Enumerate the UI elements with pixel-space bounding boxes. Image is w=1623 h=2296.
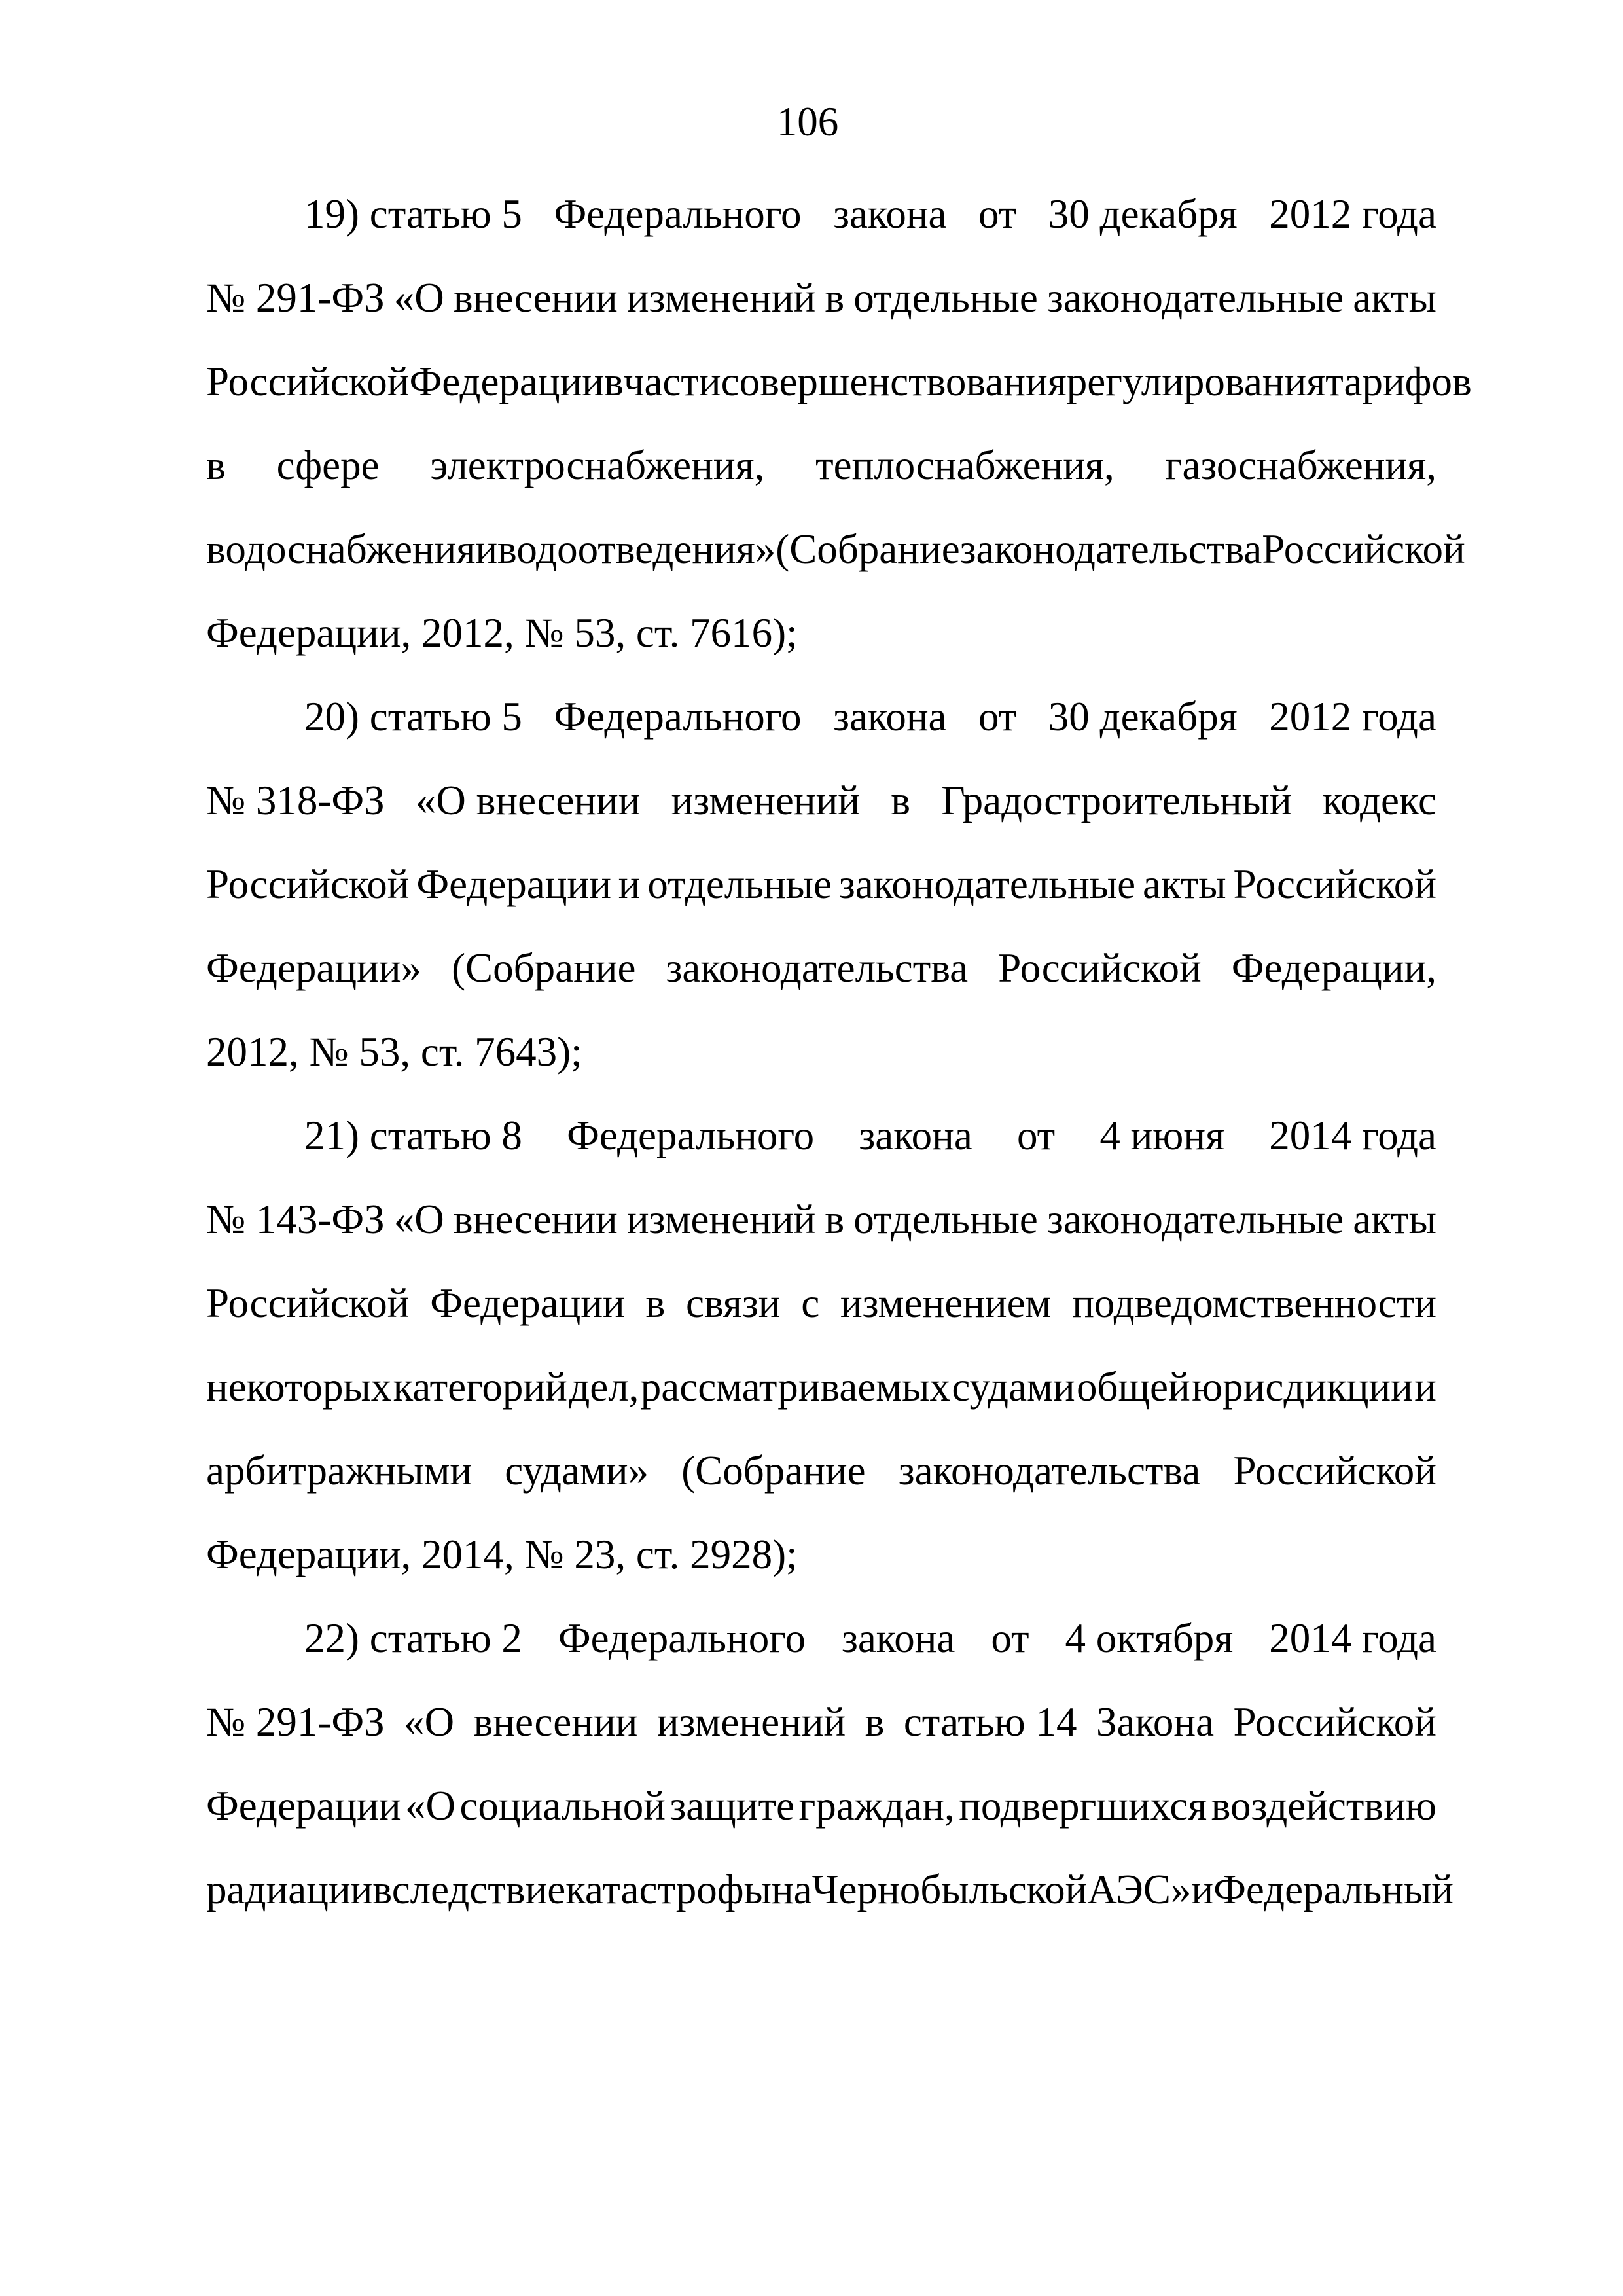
word-group: Федерации, bbox=[1231, 945, 1436, 991]
word-group: теплоснабжения, bbox=[815, 442, 1115, 488]
word-group: 2014 года bbox=[1269, 1615, 1436, 1661]
word-group: социальной bbox=[459, 1783, 666, 1829]
word-group: 19) статью 5 bbox=[304, 191, 522, 237]
word-group: от bbox=[991, 1615, 1029, 1661]
word-group: внесении bbox=[453, 275, 618, 321]
word-group: Градостроительный bbox=[941, 778, 1292, 823]
text-line: Федерации, 2014, № 23, ст. 2928); bbox=[206, 1532, 798, 1577]
text-line bbox=[206, 1094, 1436, 1177]
word-group: арбитражными bbox=[206, 1448, 473, 1494]
word-group: «О bbox=[404, 1699, 455, 1745]
word-group: воздействию bbox=[1211, 1783, 1436, 1829]
word-group: дел, bbox=[569, 1364, 639, 1410]
word-group: акты bbox=[1353, 275, 1436, 321]
word-group: закона bbox=[833, 694, 947, 740]
word-group: (Собрание bbox=[452, 945, 636, 991]
word-group: в bbox=[206, 442, 226, 488]
text-line bbox=[206, 1848, 1454, 1931]
word-group: в bbox=[865, 1699, 885, 1745]
word-group: законодательства bbox=[959, 526, 1262, 572]
word-group: Федерального bbox=[554, 191, 802, 237]
page-number: 106 bbox=[776, 99, 839, 145]
word-group: вследствие bbox=[372, 1867, 566, 1912]
word-group: № 291-ФЗ bbox=[206, 275, 385, 321]
word-group: Федерации bbox=[430, 1280, 625, 1326]
word-group: (Собрание bbox=[681, 1448, 866, 1494]
word-group: внесении bbox=[453, 1196, 618, 1242]
word-group: Федеральный bbox=[1213, 1867, 1454, 1912]
word-group: 22) статью 2 bbox=[304, 1615, 522, 1661]
word-group: Федерации bbox=[206, 1783, 401, 1829]
word-group: категорий bbox=[393, 1364, 567, 1410]
word-group: № 318-ФЗ bbox=[206, 778, 385, 823]
word-group: судами bbox=[952, 1364, 1075, 1410]
paragraph-19 bbox=[206, 172, 1472, 675]
word-group: в bbox=[645, 1280, 666, 1326]
word-group: «О bbox=[393, 1196, 444, 1242]
word-group: тарифов bbox=[1325, 359, 1472, 404]
paragraph-22 bbox=[206, 1596, 1454, 1931]
word-group: 2014 года bbox=[1269, 1113, 1436, 1158]
word-group: с bbox=[801, 1280, 820, 1326]
text-line bbox=[206, 1345, 1436, 1429]
word-group: отдельные bbox=[853, 275, 1038, 321]
word-group: подведомственности bbox=[1072, 1280, 1436, 1326]
word-group: судами» bbox=[505, 1448, 649, 1494]
word-group: Федерального bbox=[554, 694, 802, 740]
word-group: катастрофы bbox=[565, 1867, 772, 1912]
word-group: электроснабжения, bbox=[430, 442, 765, 488]
word-group: на bbox=[771, 1867, 812, 1912]
word-group: законодательные bbox=[1046, 275, 1344, 321]
text-line bbox=[206, 340, 1472, 423]
word-group: акты bbox=[1353, 1196, 1436, 1242]
word-group: № 143-ФЗ bbox=[206, 1196, 385, 1242]
word-group: регулирования bbox=[1066, 359, 1326, 404]
word-group: Российской bbox=[206, 359, 410, 404]
word-group: закона bbox=[859, 1113, 972, 1158]
word-group: Федерального bbox=[558, 1615, 806, 1661]
word-group: Российской bbox=[1233, 1699, 1436, 1745]
word-group: Российской bbox=[1233, 861, 1436, 907]
word-group: совершенствования bbox=[721, 359, 1067, 404]
word-group: изменений bbox=[626, 275, 816, 321]
word-group: «О bbox=[404, 1783, 455, 1829]
word-group: «О внесении bbox=[415, 778, 641, 823]
word-group: изменений bbox=[671, 778, 861, 823]
word-group: в bbox=[825, 1196, 845, 1242]
word-group: Федерации» bbox=[206, 945, 422, 991]
word-group: 4 июня bbox=[1099, 1113, 1225, 1158]
word-group: рассматриваемых bbox=[640, 1364, 950, 1410]
word-group: в bbox=[604, 359, 624, 404]
text-line bbox=[206, 1764, 1436, 1848]
word-group: от bbox=[978, 694, 1017, 740]
text-line bbox=[206, 675, 1436, 759]
text-line: Федерации, 2012, № 53, ст. 7616); bbox=[206, 610, 798, 656]
word-group: 4 октября bbox=[1065, 1615, 1234, 1661]
word-group: Российской bbox=[998, 945, 1202, 991]
word-group: Российской bbox=[206, 1280, 410, 1326]
paragraph-21 bbox=[206, 1094, 1436, 1596]
text-line bbox=[206, 172, 1436, 256]
text-line bbox=[206, 423, 1436, 507]
word-group: законодательства bbox=[666, 945, 969, 991]
word-group: подвергшихся bbox=[959, 1783, 1207, 1829]
text-line bbox=[206, 926, 1436, 1010]
word-group: Российской bbox=[1233, 1448, 1436, 1494]
word-group: Российской bbox=[1262, 526, 1465, 572]
text-line bbox=[206, 1429, 1436, 1513]
word-group: граждан, bbox=[798, 1783, 955, 1829]
word-group: 30 декабря bbox=[1048, 191, 1238, 237]
word-group: законодательные bbox=[838, 861, 1136, 907]
word-group: Федерации bbox=[416, 861, 611, 907]
word-group: радиации bbox=[206, 1867, 373, 1912]
word-group: закона bbox=[833, 191, 947, 237]
word-group: и bbox=[1191, 1867, 1214, 1912]
word-group: защите bbox=[669, 1783, 794, 1829]
word-group: части bbox=[623, 359, 721, 404]
text-line bbox=[206, 842, 1436, 926]
word-group: некоторых bbox=[206, 1364, 392, 1410]
word-group: акты bbox=[1142, 861, 1226, 907]
word-group: законодательства bbox=[898, 1448, 1201, 1494]
word-group: (Собрание bbox=[776, 526, 960, 572]
text-block bbox=[206, 172, 1472, 1931]
word-group: Закона bbox=[1096, 1699, 1215, 1745]
text-line bbox=[206, 1177, 1436, 1261]
word-group: 21) статью 8 bbox=[304, 1113, 522, 1158]
word-group: внесении bbox=[473, 1699, 638, 1745]
word-group: 2012 года bbox=[1269, 694, 1436, 740]
word-group: изменением bbox=[840, 1280, 1052, 1326]
paragraph-20 bbox=[206, 675, 1436, 1094]
word-group: статью 14 bbox=[903, 1699, 1077, 1745]
word-group: и bbox=[475, 526, 498, 572]
word-group: отдельные bbox=[647, 861, 832, 907]
text-line bbox=[206, 256, 1436, 340]
word-group: и bbox=[1414, 1364, 1436, 1410]
word-group: Федерального bbox=[567, 1113, 815, 1158]
word-group: закона bbox=[841, 1615, 955, 1661]
word-group: Чернобыльской bbox=[812, 1867, 1088, 1912]
word-group: связи bbox=[686, 1280, 781, 1326]
word-group: изменений bbox=[656, 1699, 846, 1745]
text-line bbox=[206, 1596, 1436, 1680]
word-group: Российской bbox=[206, 861, 410, 907]
word-group: 20) статью 5 bbox=[304, 694, 522, 740]
word-group: в bbox=[891, 778, 910, 823]
text-line bbox=[206, 1261, 1436, 1345]
word-group: сфере bbox=[276, 442, 380, 488]
word-group: № 291-ФЗ bbox=[206, 1699, 385, 1745]
word-group: АЭС» bbox=[1087, 1867, 1192, 1912]
word-group: газоснабжения, bbox=[1165, 442, 1436, 488]
word-group: «О bbox=[393, 275, 444, 321]
word-group: общей bbox=[1076, 1364, 1190, 1410]
text-line: 2012, № 53, ст. 7643); bbox=[206, 1029, 582, 1075]
word-group: Федерации bbox=[409, 359, 605, 404]
word-group: водоотведения» bbox=[497, 526, 776, 572]
text-line bbox=[206, 759, 1436, 842]
word-group: отдельные bbox=[853, 1196, 1038, 1242]
word-group: в bbox=[825, 275, 845, 321]
word-group: кодекс bbox=[1322, 778, 1436, 823]
text-line bbox=[206, 1680, 1436, 1764]
word-group: от bbox=[978, 191, 1017, 237]
word-group: 2012 года bbox=[1269, 191, 1436, 237]
word-group: законодательные bbox=[1046, 1196, 1344, 1242]
word-group: водоснабжения bbox=[206, 526, 476, 572]
word-group: 30 декабря bbox=[1048, 694, 1238, 740]
word-group: и bbox=[618, 861, 641, 907]
word-group: изменений bbox=[626, 1196, 816, 1242]
word-group: от bbox=[1016, 1113, 1056, 1158]
word-group: юрисдикции bbox=[1192, 1364, 1413, 1410]
text-line bbox=[206, 507, 1465, 591]
